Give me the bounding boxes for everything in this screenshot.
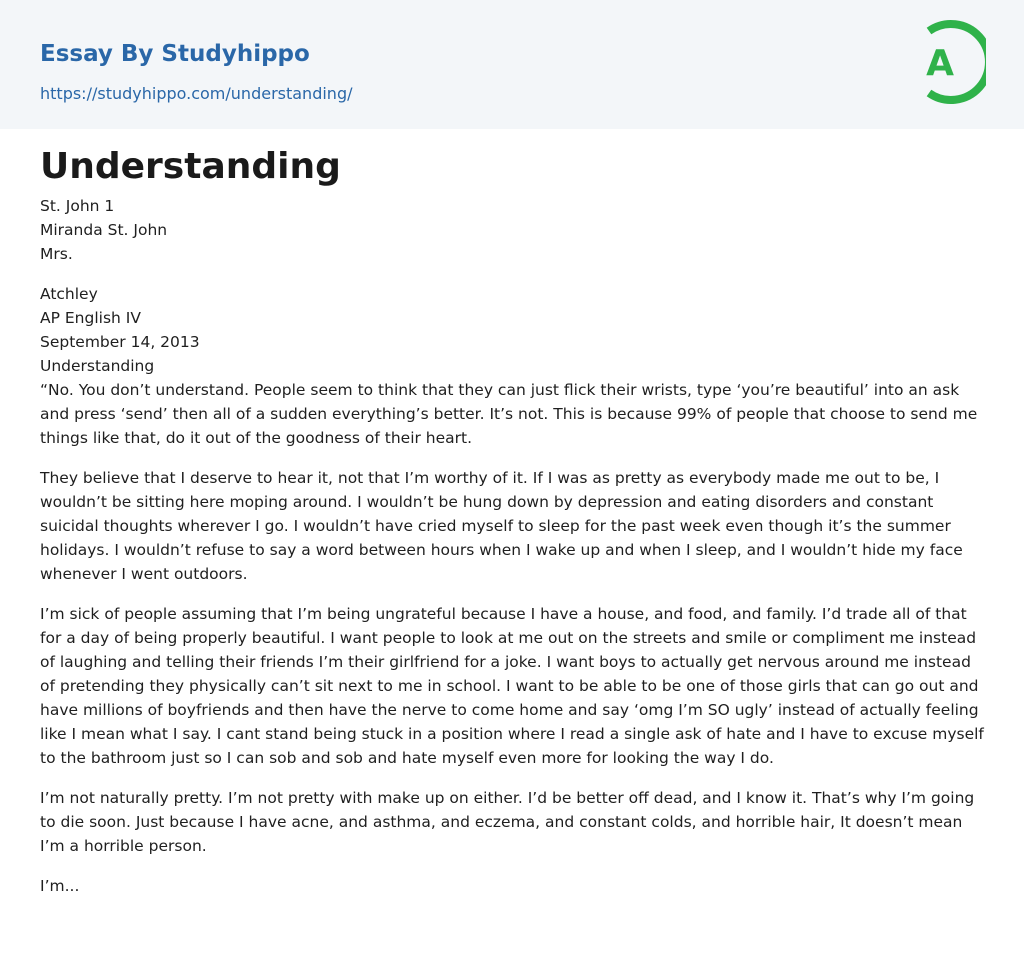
logo-letter: A [926, 43, 954, 84]
essay-title: Understanding [40, 146, 341, 187]
meta-line: Mrs. [40, 245, 73, 263]
essay-paragraph: “No. You don’t understand. People seem to think that they can just flick their wrists, type ‘you’re beautiful’ into an ask and press ‘send’ then all of a sudden everything’s better. It’s not. This is because 99% of people that choose to send me things like that, do it out of the goodness of their heart. [40, 381, 978, 447]
studyhippo-logo-icon[interactable] [912, 19, 986, 105]
meta-line: AP English IV [40, 309, 141, 327]
essay-meta-block [40, 194, 985, 266]
meta-line: Atchley [40, 285, 98, 303]
essay-paragraph: I’m... [40, 877, 80, 895]
meta-line: Understanding [40, 357, 155, 375]
essay-body [40, 194, 985, 914]
essay-meta-block-2 [40, 282, 985, 378]
essay-paragraph: I’m not naturally pretty. I’m not pretty with make up on either. I’d be better off dead, and I know it. That’s why I’m going to die soon. Just because I have acne, and asthma, and eczema, and constant colds, and horrible hair, It doesn’t mean I’m a horrible person. [40, 789, 975, 855]
essay-paragraph: I’m sick of people assuming that I’m being ungrateful because I have a house, and food, and family. I’d trade all of that for a day of being properly beautiful. I want people to look at me out on the streets and smile or compliment me instead of laughing and telling their friends I’m their girlfriend for a joke. I want boys to actually get nervous around me instead of pretending they physically can’t sit next to me in school. I want to be able to be one of those girls that can go out and have millions of boyfriends and then have the nerve to come home and say ‘omg I’m SO ugly’ instead of actually feeling like I mean what I say. I cant stand being stuck in a position where I read a single ask of hate and I have to excuse myself to the bathroom just so I can sob and sob and hate myself even more for looking the way I do. [40, 605, 984, 767]
meta-line: September 14, 2013 [40, 333, 200, 351]
meta-line: Miranda St. John [40, 221, 168, 239]
essay-url-link[interactable]: https://studyhippo.com/understanding/ [40, 84, 353, 103]
site-header [0, 0, 1024, 129]
meta-line: St. John 1 [40, 197, 115, 215]
essay-paragraph: They believe that I deserve to hear it, not that I’m worthy of it. If I was as pretty as everybody made me out to be, I wouldn’t be sitting here moping around. I wouldn’t be hung down by depression and eating disorders and constant suicidal thoughts wherever I go. I wouldn’t have cried myself to sleep for the past week even though it’s the summer holidays. I wouldn’t refuse to say a word between hours when I wake up and when I sleep, and I wouldn’t hide my face whenever I went outdoors. [40, 469, 963, 583]
brand-title[interactable]: Essay By Studyhippo [40, 41, 310, 67]
